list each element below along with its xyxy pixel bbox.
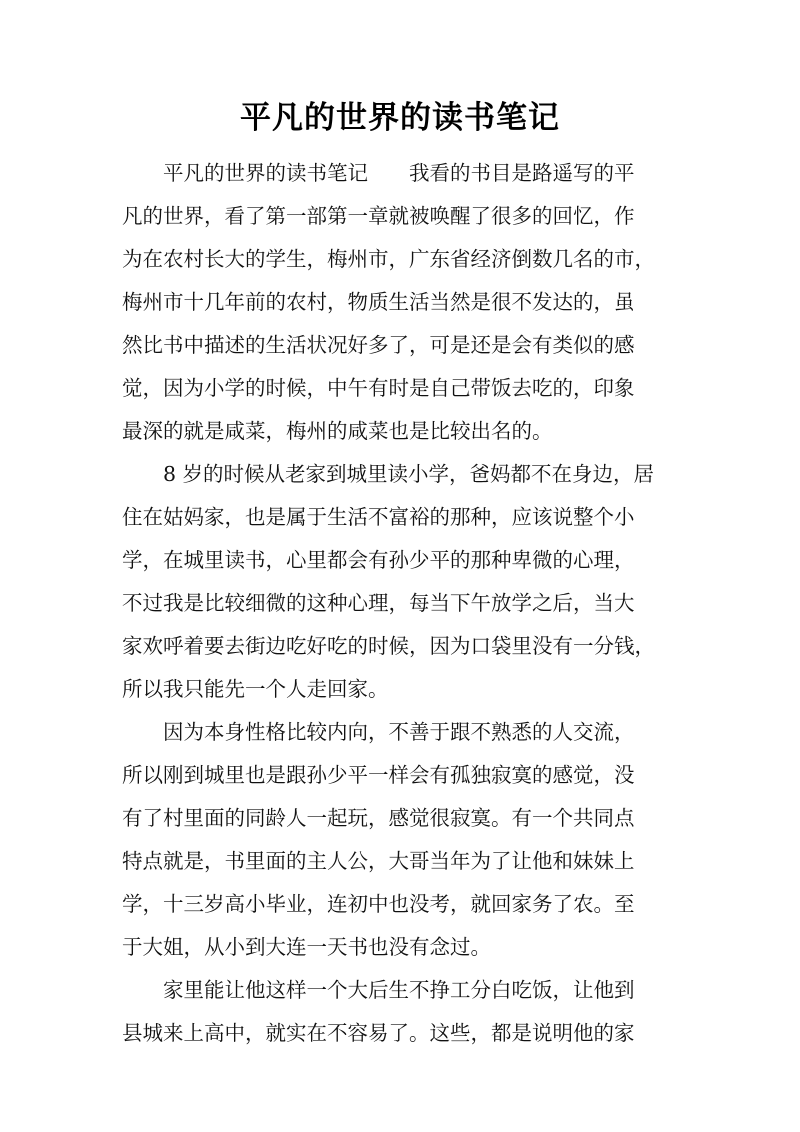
text-line: 最深的就是咸菜，梅州的咸菜也是比较出名的。 (122, 419, 553, 443)
text-line: 县城来上高中，就实在不容易了。这些，都是说明他的家 (122, 1021, 635, 1045)
text-line: 不过我是比较细微的这种心理，每当下午放学之后，当大 (122, 591, 635, 615)
document-body (122, 152, 662, 1055)
text-line: 学，在城里读书，心里都会有孙少平的那种卑微的心理， (122, 548, 635, 572)
text-line: 住在姑妈家，也是属于生活不富裕的那种，应该说整个小 (122, 505, 635, 529)
text-line: 平凡的世界的读书笔记 我看的书目是路遥写的平 (163, 161, 635, 185)
text-line: 凡的世界，看了第一部第一章就被唤醒了很多的回忆，作 (122, 204, 635, 228)
text-line: 特点就是，书里面的主人公，大哥当年为了让他和妹妹上 (122, 849, 635, 873)
text-line: 有了村里面的同龄人一起玩，感觉很寂寞。有一个共同点 (122, 806, 635, 830)
text-line: 8 岁的时候从老家到城里读小学，爸妈都不在身边，居 (163, 462, 655, 486)
text-line: 觉，因为小学的时候，中午有时是自己带饭去吃的，印象 (122, 376, 635, 400)
text-line: 学，十三岁高小毕业，连初中也没考，就回家务了农。至 (122, 892, 635, 916)
text-line: 所以我只能先一个人走回家。 (122, 677, 389, 701)
text-line: 梅州市十几年前的农村，物质生活当然是很不发达的，虽 (122, 290, 635, 314)
text-line: 家欢呼着要去街边吃好吃的时候，因为口袋里没有一分钱， (122, 634, 655, 658)
document-title: 平凡的世界的读书笔记 (240, 100, 560, 136)
text-line: 所以刚到城里也是跟孙少平一样会有孤独寂寞的感觉，没 (122, 763, 635, 787)
text-line: 为在农村长大的学生，梅州市，广东省经济倒数几名的市， (122, 247, 655, 271)
text-line: 家里能让他这样一个大后生不挣工分白吃饭，让他到 (163, 978, 635, 1002)
text-line: 然比书中描述的生活状况好多了，可是还是会有类似的感 (122, 333, 635, 357)
text-line: 于大姐，从小到大连一天书也没有念过。 (122, 935, 491, 959)
text-line: 因为本身性格比较内向，不善于跟不熟悉的人交流， (163, 720, 635, 744)
